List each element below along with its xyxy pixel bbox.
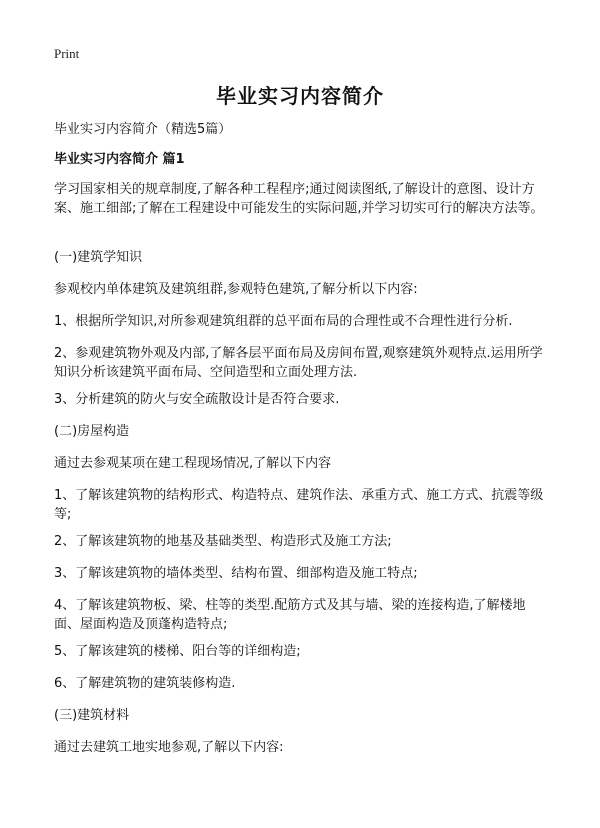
document-title: 毕业实习内容简介 — [216, 84, 384, 108]
paragraph: 学习国家相关的规章制度,了解各种工程程序;通过阅读图纸,了解设计的意图、设计方案、施工细部;了解在工程建设中可能发生的实际问题,并学习切实可行的解决方法等。 — [54, 182, 544, 216]
print-label: Print — [54, 46, 80, 61]
paragraph: 3、分析建筑的防火与安全疏散设计是否符合要求. — [54, 392, 340, 407]
paragraph: 2、了解该建筑物的地基及基础类型、构造形式及施工方法; — [54, 534, 392, 549]
paragraph: 6、了解建筑物的建筑装修构造. — [54, 676, 236, 691]
paragraph: 通过去建筑工地实地参观,了解以下内容: — [54, 740, 284, 755]
paragraph: 参观校内单体建筑及建筑组群,参观特色建筑,了解分析以下内容: — [54, 282, 418, 297]
paragraph: 1、了解该建筑物的结构形式、构造特点、建筑作法、承重方式、施工方式、抗震等级等; — [54, 488, 544, 522]
document-subtitle: 毕业实习内容简介（精选5篇） — [54, 122, 232, 137]
paragraph: 1、根据所学知识,对所参观建筑组群的总平面布局的合理性或不合理性进行分析. — [54, 314, 513, 329]
paragraph: 通过去参观某项在建工程现场情况,了解以下内容 — [54, 456, 332, 471]
paragraph: 5、了解该建筑的楼梯、阳台等的详细构造; — [54, 644, 301, 659]
paragraph: (一)建筑学知识 — [54, 250, 143, 265]
paragraph: 4、了解该建筑物板、梁、柱等的类型.配筋方式及其与墙、梁的连接构造,了解楼地面、屋面构造及顶蓬构造特点; — [54, 598, 526, 632]
section-title: 毕业实习内容简介 篇1 — [54, 152, 185, 167]
paragraph: 3、了解该建筑物的墙体类型、结构布置、细部构造及施工特点; — [54, 566, 418, 581]
paragraph: 2、参观建筑物外观及内部,了解各层平面布局及房间布置,观察建筑外观特点.运用所学知识分析该建筑平面布局、空间造型和立面处理方法. — [54, 346, 543, 380]
paragraph: (三)建筑材料 — [54, 708, 130, 723]
paragraph: (二)房屋构造 — [54, 424, 130, 439]
